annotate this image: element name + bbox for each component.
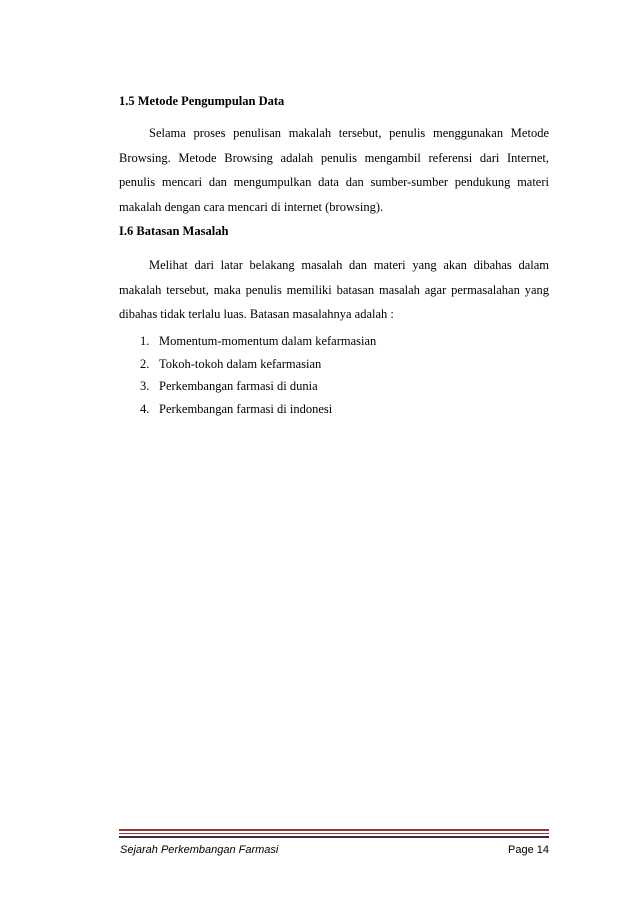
paragraph-batasan-text: Melihat dari latar belakang masalah dan materi yang akan dibahas dalam makalah tersebut, maka penulis memiliki batasan masalah agar permasalahan yang dibahas tidak terlalu luas. Batasan masalahnya adalah : bbox=[119, 258, 549, 321]
list-item-number: 2. bbox=[140, 356, 150, 371]
list-item-number: 4. bbox=[140, 401, 150, 416]
paragraph-metode bbox=[119, 121, 549, 219]
list-item-text: Perkembangan farmasi di indonesi bbox=[159, 401, 333, 416]
list-item bbox=[140, 330, 376, 353]
list-item-text: Tokoh-tokoh dalam kefarmasian bbox=[159, 356, 322, 371]
list-item-number: 1. bbox=[140, 334, 150, 348]
section-heading-metode: 1.5 Metode Pengumpulan Data bbox=[119, 94, 285, 108]
list-item bbox=[140, 375, 376, 398]
list-item bbox=[140, 353, 376, 376]
section-heading-batasan: I.6 Batasan Masalah bbox=[119, 224, 229, 238]
footer-page-number: Page 14 bbox=[508, 844, 549, 856]
paragraph-batasan bbox=[119, 253, 549, 327]
footer-document-title: Sejarah Perkembangan Farmasi bbox=[120, 844, 279, 856]
batasan-list bbox=[140, 330, 376, 420]
list-item-number: 3. bbox=[140, 379, 150, 393]
footer-divider-top bbox=[119, 829, 549, 831]
footer-divider-middle bbox=[119, 833, 549, 834]
list-item bbox=[140, 398, 376, 421]
footer-divider-bottom bbox=[119, 836, 549, 838]
list-item-text: Momentum-momentum dalam kefarmasian bbox=[159, 334, 377, 348]
list-item-text: Perkembangan farmasi di dunia bbox=[159, 379, 318, 393]
paragraph-metode-text: Selama proses penulisan makalah tersebut, penulis menggunakan Metode Browsing. Metode Browsing adalah penulis mengambil referensi dari Internet, penulis mencari dan mengumpulkan data dan sumber-sumber pendukung materi makalah dengan cara mencari di internet (browsing). bbox=[119, 126, 549, 214]
